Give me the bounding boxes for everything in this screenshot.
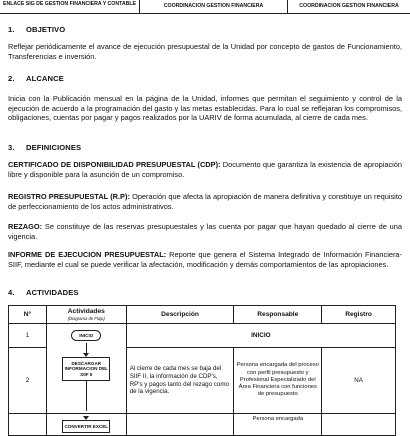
document-header [0, 0, 410, 14]
section-title: ACTIVIDADES [26, 288, 79, 297]
flow-connector [86, 343, 87, 353]
definition-rezago [8, 222, 402, 241]
flow-box-convertir: CONVERTIR EXCEL [62, 420, 110, 433]
row-responsible: Persona encargada [234, 414, 322, 436]
section-heading-actividades [8, 288, 79, 297]
inicio-label: INICIO [126, 324, 395, 348]
section-heading-alcance [8, 74, 64, 83]
section-number: 4. [8, 288, 15, 297]
row-record: NA [322, 348, 396, 414]
section-title: DEFINICIONES [26, 143, 82, 152]
section-title: OBJETIVO [26, 25, 66, 34]
row-number: 2 [9, 348, 47, 414]
definition-rp [8, 192, 402, 211]
section-number: 2. [8, 74, 15, 83]
definition-cdp [8, 160, 402, 179]
header-activities-label: Actividades [67, 307, 105, 315]
header-cell-enlace: ENLACE SIG DE GESTION FINANCIERA Y CONTABLE [0, 0, 140, 13]
row-responsible: Persona encargada del proceso con perfil presupuesto y Profesional Especializado del Área Financiera con funciones de presupuesto [234, 348, 322, 414]
header-activities [46, 306, 126, 324]
section-heading-definiciones [8, 143, 81, 152]
flowchart-cell [46, 324, 126, 414]
row-description: Al cierre de cada mes se baja del SIIF II, la información de CDP's, RP's y pagos tanto del rezago como de la vigencia. [126, 348, 234, 414]
header-description: Descripción [126, 306, 234, 324]
row-record [322, 414, 396, 436]
activities-table [8, 305, 396, 436]
definition-informe [8, 250, 402, 269]
flow-start-oval: INICIO [71, 330, 101, 341]
definition-text: Operación que afecta la apropiación de manera definitiva y constituye un requisito de perfeccionamiento de los actos administrativos. [8, 192, 402, 211]
section-number: 1. [8, 25, 15, 34]
flowchart-cell [46, 414, 126, 436]
table-header-row [9, 306, 396, 324]
objetivo-text: Reflejar periódicamente el avance de ejecución presupuestal de la Unidad por concepto de gastos de Funcionamiento, Transferencias e inversión. [8, 42, 402, 61]
row-number: 1 [9, 324, 47, 348]
header-responsible: Responsable [234, 306, 322, 324]
flow-connector [86, 381, 87, 411]
row-description [126, 414, 234, 436]
table-row [9, 324, 396, 348]
definition-text: Se constituye de las reservas presupuestales y las cuenta por pagar que hayan quedado al cierre de una vigencia. [8, 222, 402, 241]
section-title: ALCANCE [26, 74, 64, 83]
header-cell-coordinacion-2: COORDINACION GESTION FINANCIERA [299, 3, 399, 9]
section-number: 3. [8, 143, 15, 152]
definition-term: CERTIFICADO DE DISPONIBILIDAD PRESUPUESTAL (CDP): [8, 160, 221, 169]
definition-text: Reporte que genera el Sistema Integrado de Información Financiera-SIIF, mediante el cual se puede verificar la afectación, modificación y demás comportamientos de las apropiaciones. [8, 250, 402, 269]
definition-term: INFORME DE EJECUCION PRESUPUESTAL: [8, 250, 167, 259]
header-num: N° [9, 306, 47, 324]
header-activities-sub: (Diagrama de Flujo) [67, 315, 105, 321]
flow-box-descargar: DESCARGAR INFORMACION DEL SIIF II [62, 357, 110, 381]
row-number [9, 414, 47, 436]
definition-term: REGISTRO PRESUPUESTAL (R.P): [8, 192, 130, 201]
definition-text: Documento que garantiza la existencia de apropiación libre y disponible para la asunción de un compromiso. [8, 160, 403, 179]
header-record: Registro [322, 306, 396, 324]
table-row [9, 414, 396, 436]
alcance-text: Inicia con la Publicación mensual en la página de la Unidad, informes que permitan el seguimiento y control de la ejecución de acuerdo a la programación del gasto y las metas establecidas. Para lo cual se reflejaran los compromisos, obligaciones, cuentas por pagar y pagos realizados por la UARIV de forma acumulada, al cierre de cada mes. [8, 94, 402, 123]
definition-term: REZAGO: [8, 222, 43, 231]
section-heading-objetivo [8, 25, 65, 34]
header-cell-coordinacion: COORDINACION GESTION FINANCIERA [140, 0, 288, 13]
